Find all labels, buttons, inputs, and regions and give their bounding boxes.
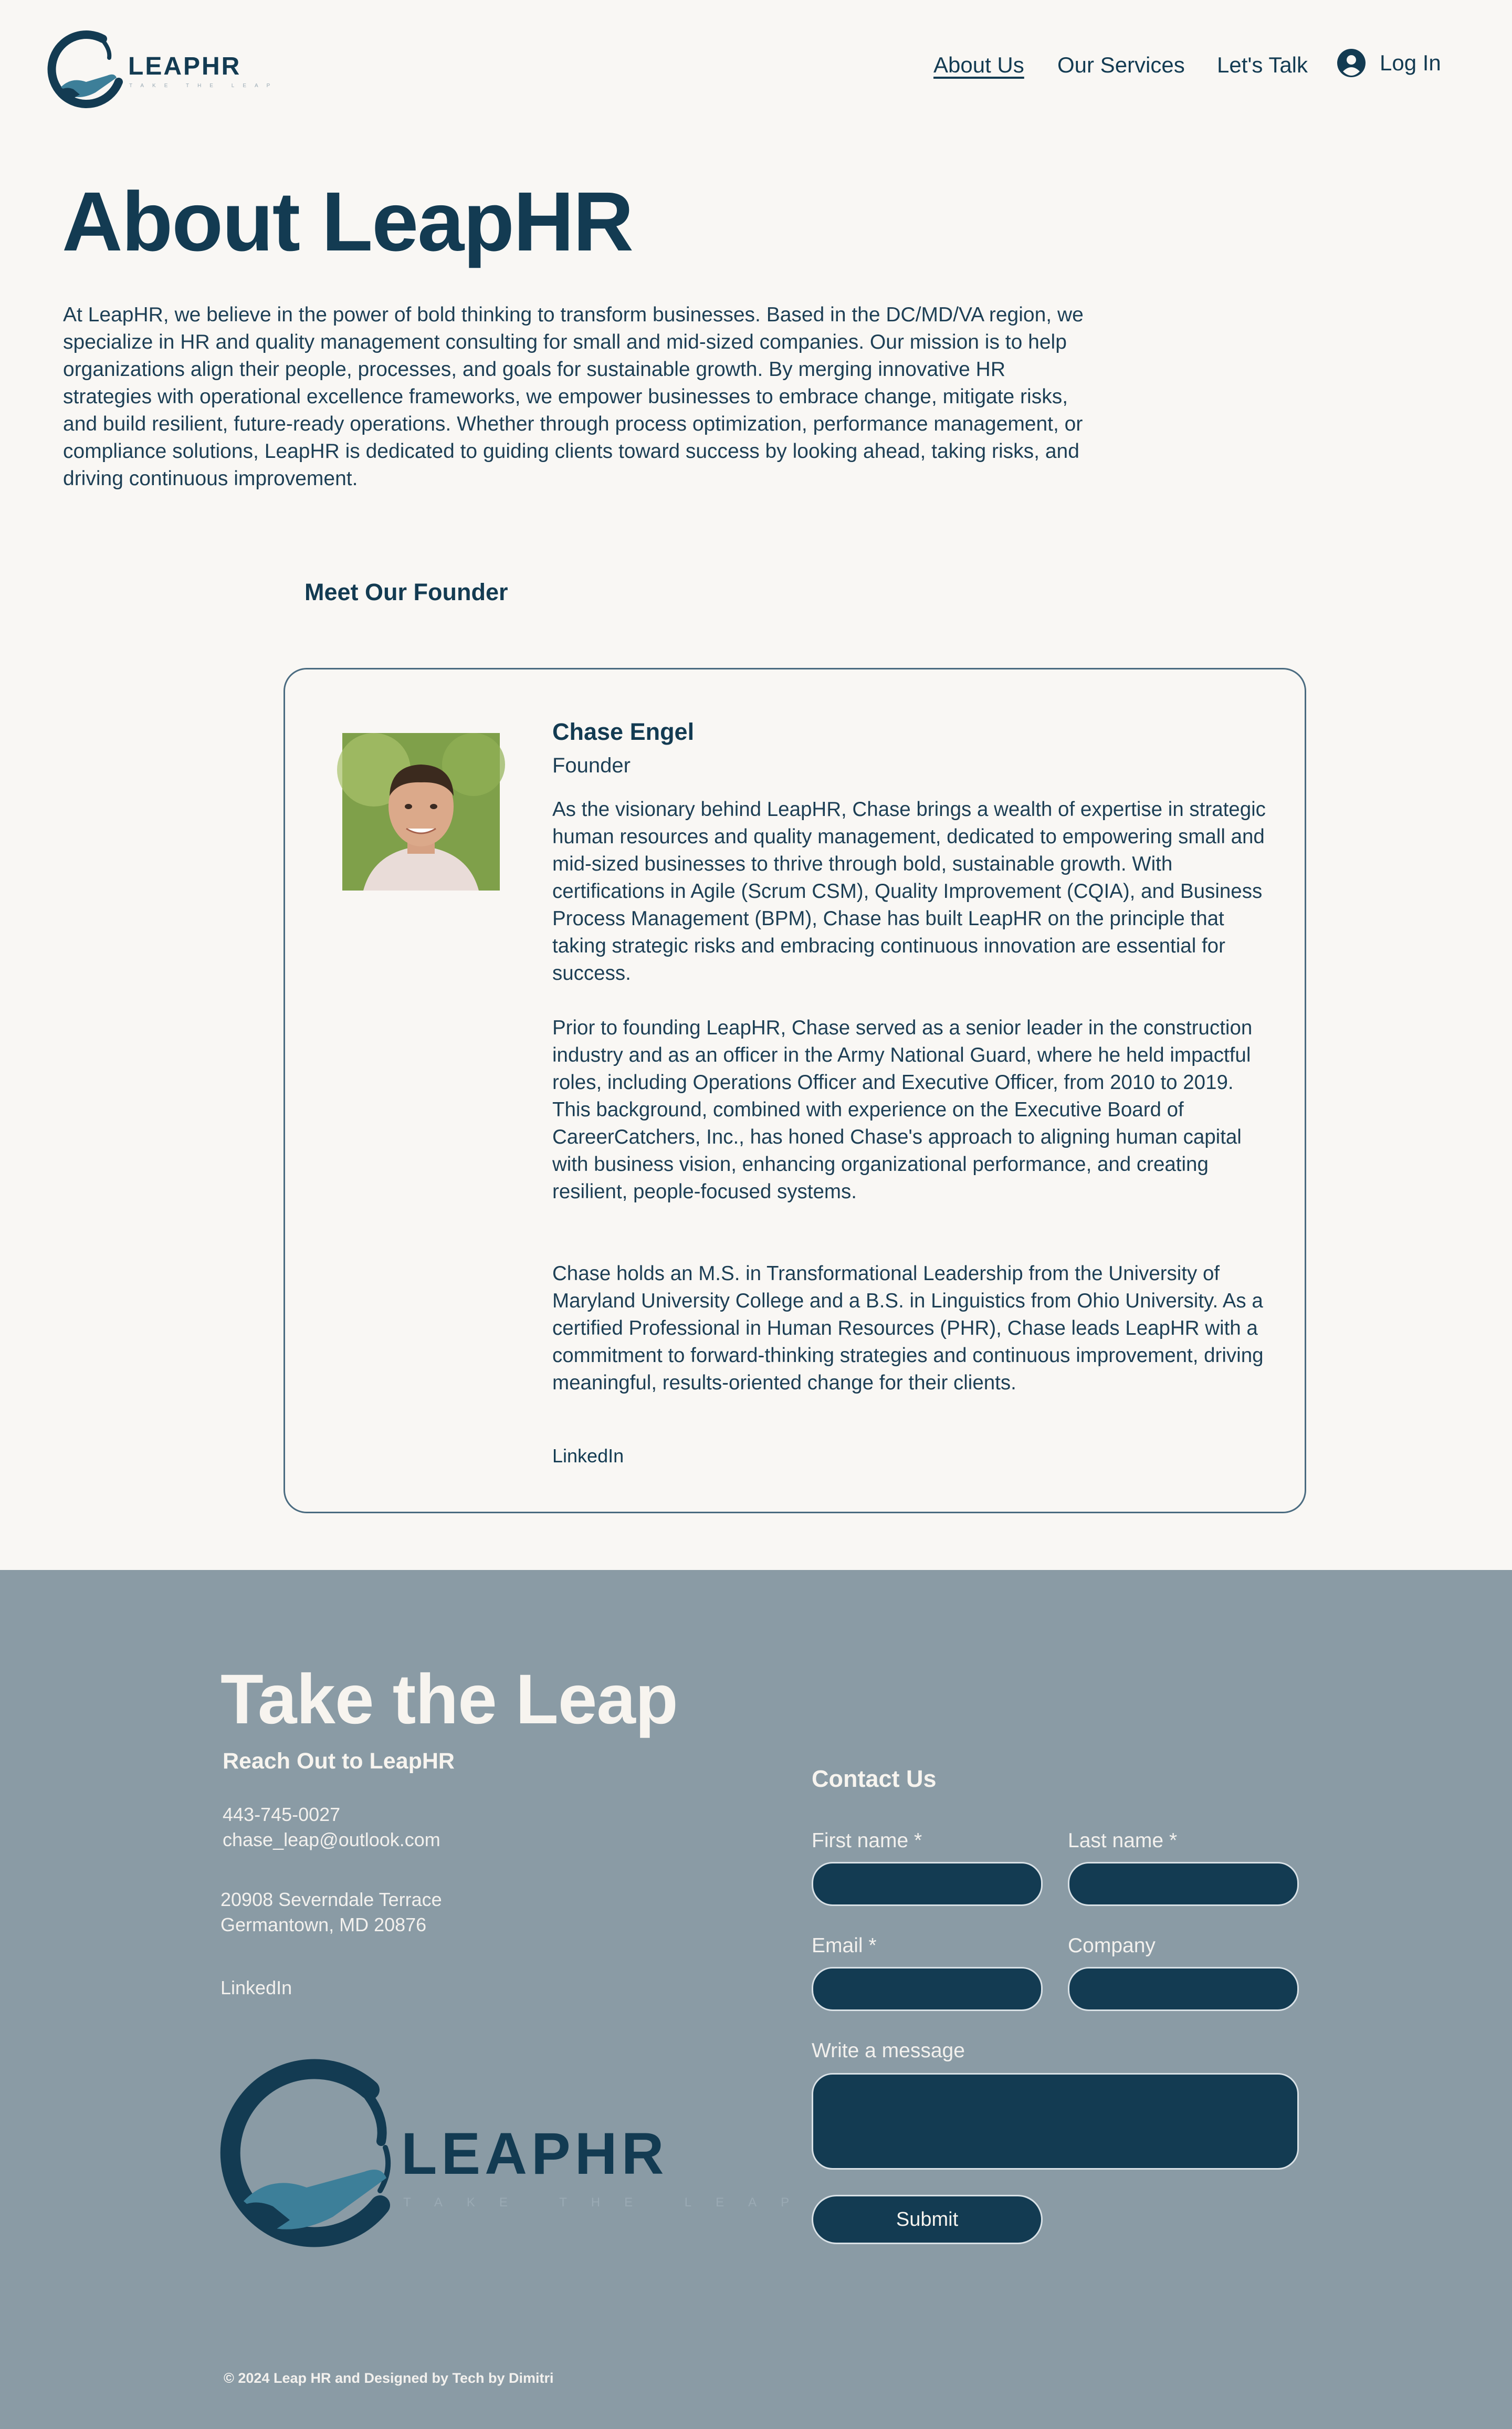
email-label: Email *	[812, 1934, 877, 1957]
leaphr-logo-icon	[212, 2069, 814, 2247]
last-name-label: Last name *	[1068, 1829, 1178, 1852]
first-name-input[interactable]	[812, 1862, 1043, 1906]
founder-bio-paragraph: Prior to founding LeapHR, Chase served as a senior leader in the construction industry and as an officer in the Army National Guard, where he held impactful roles, including Operations Officer and Executive Officer, from 2010 to 2019. This background, combined with experience on the Executive Board of CareerCatchers, Inc., has honed Chase's approach to aligning human capital with business vision, enhancing organizational performance, and creating resilient, people-focused systems.	[552, 1017, 1253, 1203]
logo-wordmark: LEAPHR	[401, 2121, 668, 2186]
contact-form-heading: Contact Us	[812, 1765, 937, 1792]
user-circle-icon	[1337, 48, 1366, 78]
company-label: Company	[1068, 1934, 1156, 1957]
founder-name: Chase Engel	[552, 718, 695, 745]
first-name-label: First name *	[812, 1829, 922, 1852]
founder-bio-paragraph: As the visionary behind LeapHR, Chase brings a wealth of expertise in strategic human resources and quality management, dedicated to empowering small and mid-sized businesses to thrive through bold, sustainable growth. With certifications in Agile (Scrum CSM), Quality Improvement (CQIA), and Business Process Management (BPM), Chase has built LeapHR on the principle that taking strategic risks and embracing continuous innovation are essential for success.	[552, 798, 1266, 985]
copyright: © 2024 Leap HR and Designed by Tech by Dimitri	[224, 2370, 554, 2386]
login-button[interactable]	[1337, 48, 1441, 78]
company-input[interactable]	[1068, 1967, 1299, 2011]
footer-logo	[212, 2069, 814, 2247]
logo-wordmark: LEAPHR	[128, 53, 242, 80]
founder-role: Founder	[552, 754, 631, 777]
last-name-input[interactable]	[1068, 1862, 1299, 1906]
footer-phone[interactable]: 443-745-0027	[223, 1804, 341, 1825]
nav-our-services[interactable]: Our Services	[1057, 53, 1185, 77]
logo-tagline: TAKE THE LEAP	[129, 83, 279, 89]
page-title: About LeapHR	[62, 174, 633, 268]
login-label: Log In	[1380, 50, 1441, 75]
founder-linkedin-link[interactable]: LinkedIn	[552, 1445, 624, 1467]
reach-out-heading: Reach Out to LeapHR	[223, 1749, 455, 1774]
leaphr-logo-icon	[45, 24, 279, 108]
nav-lets-talk[interactable]: Let's Talk	[1217, 53, 1308, 77]
email-input[interactable]	[812, 1967, 1043, 2011]
founder-section-heading: Meet Our Founder	[304, 579, 508, 605]
founder-bio-paragraph: Chase holds an M.S. in Transformational Leadership from the University of Maryland University College and a B.S. in Linguistics from Ohio University. As a certified Professional in Human Resources (PHR), Chase leads LeapHR with a commitment to forward-thinking strategies and continuous improvement, driving meaningful, results-oriented change for their clients.	[552, 1262, 1264, 1394]
message-label: Write a message	[812, 2039, 965, 2062]
footer-linkedin-link[interactable]: LinkedIn	[220, 1977, 292, 1998]
footer-title: Take the Leap	[220, 1660, 678, 1739]
site-logo[interactable]	[45, 24, 279, 108]
footer-address-line2: Germantown, MD 20876	[220, 1914, 427, 1935]
message-textarea[interactable]	[812, 2073, 1299, 2170]
about-paragraph: At LeapHR, we believe in the power of bold thinking to transform businesses. Based in the DC/MD/VA region, we specialize in HR and quality management consulting for small and mid-sized companies. Our mission is to help organizations align their people, processes, and goals for sustainable growth. By merging innovative HR strategies with operational excellence frameworks, we empower businesses to embrace change, mitigate risks, and build resilient, future-ready operations. Whether through process optimization, performance management, or compliance solutions, LeapHR is dedicated to guiding clients toward success by looking ahead, taking risks, and driving continuous improvement.	[63, 303, 1084, 490]
founder-photo-icon	[342, 733, 500, 891]
submit-button[interactable]: Submit	[812, 2195, 1043, 2244]
nav-about-us[interactable]: About Us	[933, 53, 1024, 77]
logo-tagline: TAKE THE LEAP	[403, 2195, 814, 2210]
footer-email[interactable]: chase_leap@outlook.com	[223, 1829, 440, 1850]
footer-address-line1: 20908 Severndale Terrace	[220, 1889, 442, 1910]
founder-avatar	[342, 733, 500, 891]
